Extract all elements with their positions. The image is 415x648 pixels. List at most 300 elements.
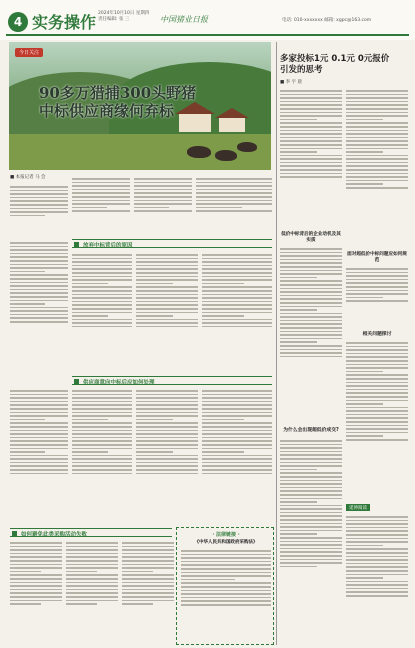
text-line xyxy=(10,603,41,605)
text-line xyxy=(346,534,408,536)
text-line xyxy=(10,596,62,598)
editor-line: 责任编辑: 张 三 xyxy=(98,17,130,22)
text-line xyxy=(10,278,68,280)
text-line xyxy=(202,261,272,263)
text-line xyxy=(346,410,408,412)
text-line xyxy=(181,561,271,563)
text-line xyxy=(66,560,118,562)
text-line xyxy=(346,349,408,351)
text-line xyxy=(134,189,192,191)
text-line xyxy=(280,487,342,489)
text-line xyxy=(10,473,68,475)
text-line xyxy=(136,455,198,457)
text-line xyxy=(346,180,408,182)
text-line xyxy=(196,182,272,184)
text-line xyxy=(202,433,272,435)
text-line xyxy=(10,571,41,573)
text-line xyxy=(10,264,68,266)
text-line xyxy=(280,523,342,525)
text-line xyxy=(72,286,132,288)
text-line xyxy=(66,589,118,591)
text-line xyxy=(72,426,132,428)
text-line xyxy=(280,302,342,304)
text-line xyxy=(280,176,342,178)
issue-date: 2024年10月10日 星期四 xyxy=(98,11,150,16)
text-line xyxy=(280,130,342,132)
text-line xyxy=(72,444,132,446)
text-line xyxy=(202,397,272,399)
text-line xyxy=(202,394,272,396)
text-line xyxy=(280,112,342,114)
text-line xyxy=(346,290,408,292)
text-line xyxy=(346,435,383,437)
text-line xyxy=(346,432,408,434)
text-line xyxy=(280,280,342,282)
text-line xyxy=(196,203,272,205)
text-line xyxy=(122,549,174,551)
text-line xyxy=(134,178,192,180)
text-line xyxy=(134,207,169,209)
text-line xyxy=(280,494,342,496)
text-line xyxy=(72,283,108,285)
text-line xyxy=(346,144,408,146)
text-line xyxy=(202,430,272,432)
text-line xyxy=(346,396,408,398)
text-line xyxy=(66,585,118,587)
text-line xyxy=(280,262,342,264)
text-line xyxy=(10,397,68,399)
text-line xyxy=(72,308,132,310)
text-line xyxy=(72,401,132,403)
house-roof xyxy=(215,108,249,118)
text-line xyxy=(346,428,408,430)
text-line xyxy=(280,345,342,347)
text-line xyxy=(346,382,408,384)
text-line xyxy=(280,309,317,311)
text-line xyxy=(136,394,198,396)
text-line xyxy=(10,433,68,435)
text-line xyxy=(72,397,132,399)
text-line xyxy=(202,268,272,270)
header-info xyxy=(98,11,149,23)
text-line xyxy=(280,295,342,297)
text-line xyxy=(72,394,132,396)
text-line xyxy=(136,261,198,263)
house xyxy=(219,118,245,132)
text-line xyxy=(181,582,271,584)
text-line xyxy=(280,298,342,300)
text-line xyxy=(346,282,408,284)
text-line xyxy=(280,316,342,318)
text-line xyxy=(10,589,62,591)
body-text-block xyxy=(66,540,118,644)
text-line xyxy=(122,553,174,555)
text-line xyxy=(134,196,192,198)
text-line xyxy=(202,315,244,317)
text-line xyxy=(10,546,62,548)
right-article-byline: ■ 李 宇 晨 xyxy=(280,80,303,85)
text-line xyxy=(346,530,408,532)
text-line xyxy=(196,178,272,180)
text-line xyxy=(280,266,342,268)
text-line xyxy=(181,564,271,566)
text-line xyxy=(346,407,408,409)
text-line xyxy=(202,419,244,421)
text-line xyxy=(181,557,271,559)
text-line xyxy=(10,404,68,406)
text-line xyxy=(72,189,130,191)
text-line xyxy=(10,303,45,305)
text-line xyxy=(136,322,198,324)
subhead-marker-icon xyxy=(12,531,17,536)
text-line xyxy=(122,560,174,562)
text-line xyxy=(202,422,272,424)
body-text-block xyxy=(72,388,132,524)
text-line xyxy=(280,273,342,275)
text-line xyxy=(202,401,272,403)
text-line xyxy=(346,97,408,99)
text-line xyxy=(136,301,198,303)
column-divider xyxy=(276,42,277,645)
text-line xyxy=(72,458,132,460)
text-line xyxy=(280,288,342,290)
subhead-1 xyxy=(72,239,272,248)
text-line xyxy=(72,304,132,306)
extended-reading-tag: 延伸阅读 xyxy=(346,504,370,511)
text-line xyxy=(346,588,408,590)
text-line xyxy=(280,104,342,106)
text-line xyxy=(280,548,342,550)
text-line xyxy=(66,553,118,555)
text-line xyxy=(10,190,68,192)
text-line xyxy=(66,592,118,594)
text-line xyxy=(346,94,408,96)
headline-banner-image xyxy=(9,42,271,170)
text-line xyxy=(66,571,97,573)
text-line xyxy=(280,451,342,453)
text-line xyxy=(280,566,317,568)
text-line xyxy=(10,455,68,457)
text-line xyxy=(280,165,342,167)
text-line xyxy=(346,162,408,164)
text-line xyxy=(66,578,118,580)
text-line xyxy=(280,526,342,528)
text-line xyxy=(10,549,62,551)
text-line xyxy=(72,294,132,296)
body-text-block xyxy=(280,246,342,422)
text-line xyxy=(122,578,174,580)
text-line xyxy=(346,556,408,558)
text-line xyxy=(346,300,408,302)
text-line xyxy=(10,458,68,460)
text-line xyxy=(10,430,68,432)
text-line xyxy=(181,593,271,595)
text-line xyxy=(346,346,408,348)
text-line xyxy=(346,187,408,189)
wild-boar-icon xyxy=(187,146,211,158)
text-line xyxy=(134,192,192,194)
text-line xyxy=(280,349,342,351)
body-text-block xyxy=(346,88,408,248)
text-line xyxy=(280,440,342,442)
text-line xyxy=(202,473,272,475)
wild-boar-icon xyxy=(237,142,257,152)
text-line xyxy=(346,173,408,175)
text-line xyxy=(72,430,132,432)
right-heading-1: 低价中标背后的企业动机及其实质 xyxy=(281,232,341,243)
text-line xyxy=(72,404,132,406)
text-line xyxy=(280,169,342,171)
text-line xyxy=(72,207,107,209)
text-line xyxy=(72,182,130,184)
text-line xyxy=(346,559,408,561)
text-line xyxy=(10,560,62,562)
text-line xyxy=(134,185,192,187)
page-header xyxy=(0,0,415,40)
text-line xyxy=(202,415,272,417)
text-line xyxy=(72,290,132,292)
text-line xyxy=(346,400,408,402)
text-line xyxy=(280,119,317,121)
text-line xyxy=(136,419,173,421)
text-line xyxy=(122,567,174,569)
text-line xyxy=(280,158,342,160)
text-line xyxy=(181,568,271,570)
text-line xyxy=(280,148,342,150)
text-line xyxy=(136,437,198,439)
text-line xyxy=(346,374,408,376)
text-line xyxy=(136,397,198,399)
text-line xyxy=(346,272,408,274)
right-heading-4: 相关问题探讨 xyxy=(362,332,392,337)
text-line xyxy=(346,581,408,583)
body-text-block xyxy=(134,176,192,236)
text-line xyxy=(280,458,342,460)
text-line xyxy=(122,564,174,566)
text-line xyxy=(346,115,408,117)
text-line xyxy=(72,433,132,435)
text-line xyxy=(346,364,408,366)
text-line xyxy=(202,462,272,464)
text-line xyxy=(10,300,68,302)
text-line xyxy=(10,274,68,276)
text-line xyxy=(181,550,271,552)
text-line xyxy=(202,451,244,453)
text-line xyxy=(10,415,68,417)
text-line xyxy=(280,97,342,99)
text-line xyxy=(202,326,272,328)
text-line xyxy=(202,254,272,256)
legal-link-box xyxy=(176,527,274,645)
text-line xyxy=(134,203,192,205)
text-line xyxy=(346,566,408,568)
text-line xyxy=(181,579,235,581)
text-line xyxy=(181,586,271,588)
text-line xyxy=(280,472,342,474)
text-line xyxy=(280,140,342,142)
text-line xyxy=(346,367,408,369)
text-line xyxy=(202,390,272,392)
subhead-2 xyxy=(72,376,272,385)
text-line xyxy=(346,516,408,518)
text-line xyxy=(10,440,68,442)
text-line xyxy=(136,268,198,270)
section-number-badge: 4 xyxy=(8,12,28,32)
subhead-text: 供应商意向中标后应如何处理 xyxy=(83,380,155,386)
text-line xyxy=(346,119,383,121)
text-line xyxy=(346,421,408,423)
text-line xyxy=(10,465,68,467)
text-line xyxy=(72,200,130,202)
text-line xyxy=(122,582,174,584)
text-line xyxy=(72,390,132,392)
text-line xyxy=(10,422,68,424)
text-line xyxy=(10,394,68,396)
text-line xyxy=(10,553,62,555)
text-line xyxy=(136,265,198,267)
text-line xyxy=(72,455,132,457)
text-line xyxy=(280,512,342,514)
text-line xyxy=(280,462,342,464)
text-line xyxy=(66,549,118,551)
text-line xyxy=(346,545,383,547)
text-line xyxy=(280,338,342,340)
text-line xyxy=(10,408,68,410)
text-line xyxy=(346,133,408,135)
text-line xyxy=(280,144,342,146)
text-line xyxy=(10,462,68,464)
text-line xyxy=(136,326,198,328)
text-line xyxy=(346,169,408,171)
text-line xyxy=(10,208,68,210)
text-line xyxy=(202,404,272,406)
body-text-block xyxy=(136,388,198,524)
text-line xyxy=(346,293,408,295)
text-line xyxy=(10,292,68,294)
text-line xyxy=(280,323,342,325)
text-line xyxy=(280,162,342,164)
text-line xyxy=(72,268,132,270)
text-line xyxy=(66,556,118,558)
text-line xyxy=(280,352,342,354)
text-line xyxy=(346,548,408,550)
text-line xyxy=(72,203,130,205)
text-line xyxy=(181,600,271,602)
text-line xyxy=(346,552,408,554)
legal-box-text xyxy=(181,548,271,642)
text-line xyxy=(202,290,272,292)
text-line xyxy=(280,498,342,500)
body-text-block xyxy=(72,252,132,370)
text-line xyxy=(346,108,408,110)
body-text-block xyxy=(10,388,68,524)
text-line xyxy=(136,462,198,464)
text-line xyxy=(346,577,383,579)
text-line xyxy=(280,284,342,286)
headline-line-1: 90多万猎捕300头野猪 xyxy=(39,84,197,102)
text-line xyxy=(72,422,132,424)
text-line xyxy=(280,551,342,553)
text-line xyxy=(122,603,153,605)
text-line xyxy=(346,389,408,391)
text-line xyxy=(202,448,272,450)
text-line xyxy=(202,437,272,439)
body-text-block xyxy=(72,176,130,236)
text-line xyxy=(66,582,118,584)
text-line xyxy=(72,465,132,467)
text-line xyxy=(136,433,198,435)
text-line xyxy=(122,585,174,587)
right-article-title xyxy=(280,54,408,76)
text-line xyxy=(280,137,342,139)
text-line xyxy=(346,520,408,522)
text-line xyxy=(280,94,342,96)
legal-box-subtitle: 《中华人民共和国政府采购法》 xyxy=(194,540,258,545)
text-line xyxy=(136,319,198,321)
text-line xyxy=(346,90,408,92)
text-line xyxy=(280,277,317,279)
text-line xyxy=(72,440,132,442)
text-line xyxy=(346,595,408,597)
text-line xyxy=(10,401,68,403)
text-line xyxy=(72,415,132,417)
text-line xyxy=(202,465,272,467)
text-line xyxy=(136,408,198,410)
text-line xyxy=(202,258,272,260)
text-line xyxy=(346,378,408,380)
text-line xyxy=(280,465,342,467)
text-line xyxy=(136,401,198,403)
text-line xyxy=(10,296,68,298)
text-line xyxy=(10,186,68,188)
text-line xyxy=(202,265,272,267)
contact-info: 电话: 010-xxxxxxx 邮箱: xgpc@163.com xyxy=(282,18,372,23)
text-line xyxy=(72,297,132,299)
main-headline xyxy=(39,84,196,120)
text-line xyxy=(202,322,272,324)
text-line xyxy=(280,327,342,329)
text-line xyxy=(346,570,408,572)
text-line xyxy=(10,582,62,584)
text-line xyxy=(10,314,68,316)
text-line xyxy=(10,256,68,258)
text-line xyxy=(280,259,342,261)
text-line xyxy=(122,596,174,598)
text-line xyxy=(280,306,342,308)
text-line xyxy=(136,469,198,471)
section-tag: 今日关注 xyxy=(15,48,43,57)
wild-boar-icon xyxy=(215,150,237,161)
text-line xyxy=(66,564,118,566)
text-line xyxy=(202,272,272,274)
body-text-block xyxy=(280,438,342,644)
text-line xyxy=(10,444,68,446)
text-line xyxy=(280,255,342,257)
text-line xyxy=(346,414,408,416)
text-line xyxy=(346,268,408,270)
text-line xyxy=(280,505,342,507)
text-line xyxy=(72,315,108,317)
text-line xyxy=(72,473,132,475)
text-line xyxy=(136,473,198,475)
text-line xyxy=(136,254,198,256)
body-text-block xyxy=(202,388,272,524)
text-line xyxy=(280,508,342,510)
text-line xyxy=(122,546,174,548)
right-heading-3: 面对超低价中标问题应如何规范 xyxy=(347,252,407,263)
text-line xyxy=(346,574,408,576)
text-line xyxy=(202,283,244,285)
